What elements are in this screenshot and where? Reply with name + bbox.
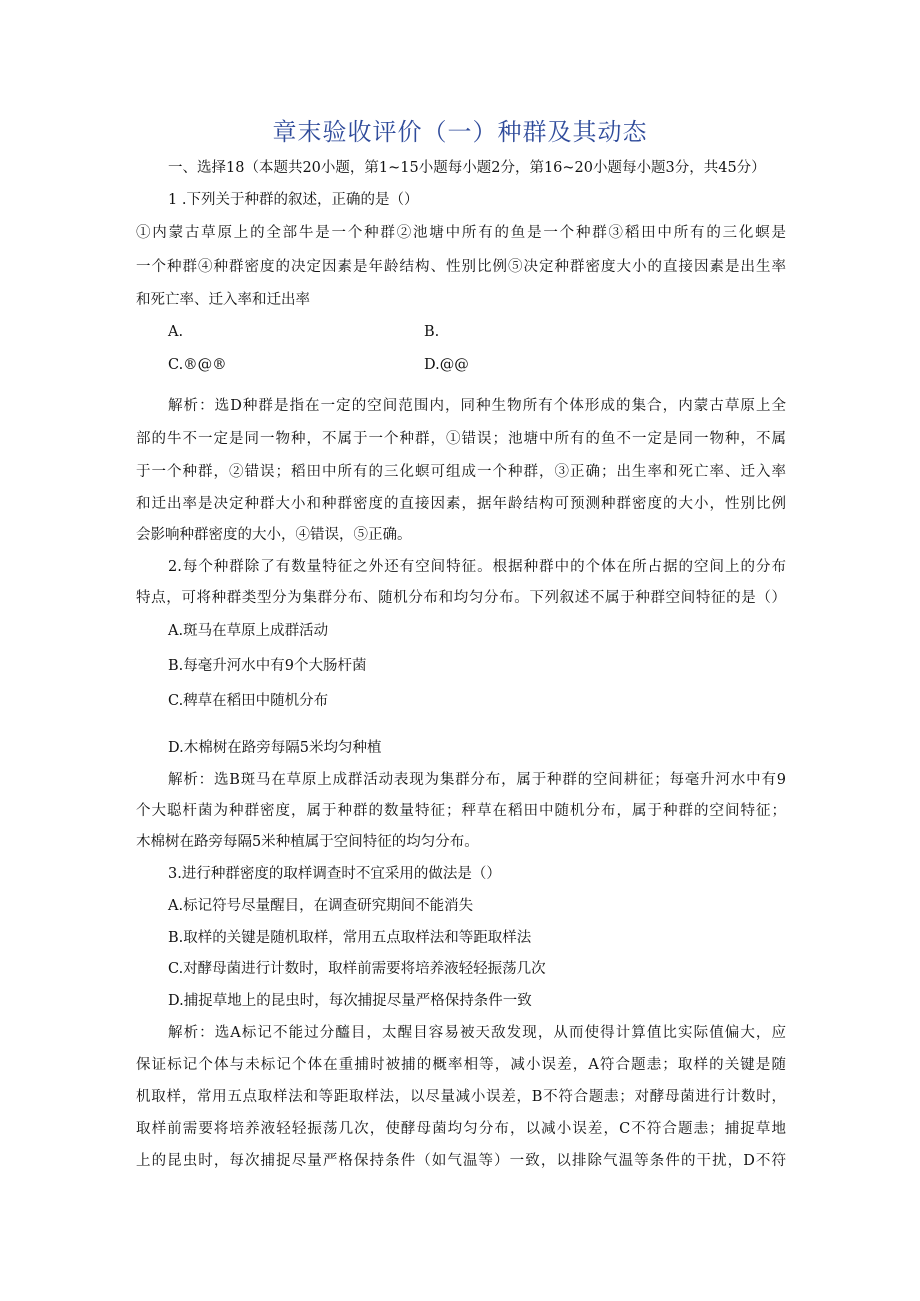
q1-option-b: B. [424,324,440,340]
q3-option-b: B.取样的关键是随机取样，常用五点取样法和等距取样法 [168,930,532,946]
q1-analysis-line: 部的牛不一定是同一物种，不属于一个种群，①错误；池塘中所有的鱼不一定是同一物种，不属 [136,431,786,447]
q1-analysis-line: 会影响种群密度的大小，④错误，⑤正确。 [136,527,412,543]
q3-option-c: C.对酵母菌进行计数时，取样前需要将培养液轻轻振荡几次 [168,961,546,977]
q1-analysis-line: 解析：选D种群是指在一定的空间范围内，同种生物所有个体形成的集合，内蒙古草原上全 [168,398,786,414]
q2-analysis-line: 木棉树在路旁每隔5米种植属于空间特征的均匀分布。 [136,834,479,850]
q2-analysis-line: 个大聪杆菌为种群密度，属于种群的数量特征；秤草在稻田中随机分布，属于种群的空间特征； [136,803,786,819]
q3-analysis-line: 解析：选A标记不能过分醯目，太醒目容易被天敌发现，从而使得计算值比实际值偏大，应 [168,1025,786,1041]
q1-body-line: ①内蒙古草原上的全部牛是一个种群②池塘中所有的鱼是一个种群③稻田中所有的三化螟是 [136,225,786,241]
section-header: 一、选择18（本题共20小题，第1~15小题每小题2分，第16~20小题每小题3分，共45分） [168,160,766,176]
q1-stem: 1 .下列关于种群的叙述，正确的是（） [168,192,419,208]
q3-analysis-line: 上的昆虫时，每次捕捉尽量严格保持条件（如气温等）一致，以排除气温等条件的干扰，D不符 [136,1153,786,1169]
q3-analysis-line: 保证标记个体与未标记个体在重捕时被捕的概率相等，减小误差，A符合题恚；取样的关键是随 [136,1057,786,1073]
q2-option-a: A.斑马在草原上成群活动 [168,623,329,639]
q1-option-a: A. [168,324,184,340]
q2-stem-line: 特点，可将种群类型分为集群分布、随机分布和均匀分布。下列叙述不属于种群空间特征的是（） [136,590,786,606]
q1-body-line: 一个种群④种群密度的决定因素是年龄结构、性别比例⑤决定种群密度大小的直接因素是出生率 [136,259,786,275]
q1-option-c: C.®@® [168,357,227,373]
q2-option-b: B.每毫升河水中有9个大肠杆菌 [168,658,367,674]
q1-analysis-line: 和迁出率是决定种群大小和种群密度的直接因素，据年龄结构可预测种群密度的大小，性别比例 [136,496,786,512]
q2-option-c: C.稗草在稻田中随机分布 [168,693,329,709]
q1-option-d: D.@@ [424,357,469,373]
page-title: 章末验收评价（一）种群及其动态 [272,118,648,146]
q1-body-line: 和死亡率、迁入率和迁出率 [136,292,310,308]
q2-analysis-line: 解析：选B斑马在草原上成群活动表现为集群分布，属于种群的空间耕征；每毫升河水中有9 [168,772,786,788]
q2-stem-line: 2.每个种群除了有数量特征之外还有空间特征。根据种群中的个体在所占据的空间上的分布 [168,559,786,575]
q3-analysis-line: 取样前需要将培养液轻轻振荡几次，使酵母菌均匀分布，以减小误差，C不符合题恚；捕捉草地 [136,1121,786,1137]
q1-analysis-line: 于一个种群，②错误；稻田中所有的三化螟可组成一个种群，③正确；出生率和死亡率、迁入率 [136,464,786,480]
q2-option-d: D.木棉树在路旁每隔5米均匀种植 [168,740,382,756]
q3-stem: 3.进行种群密度的取样调查时不宜采用的做法是（） [168,866,501,882]
q3-analysis-line: 机取样，常用五点取样法和等距取样法，以尽量减小误差，B不符合题恚；对酵母菌进行计数时， [136,1089,786,1105]
q3-option-a: A.标记符号尽量醒目，在调查研究期间不能消失 [168,898,474,914]
q3-option-d: D.捕捉草地上的昆虫时，每次捕捉尽量严格保持条件一致 [168,993,532,1009]
